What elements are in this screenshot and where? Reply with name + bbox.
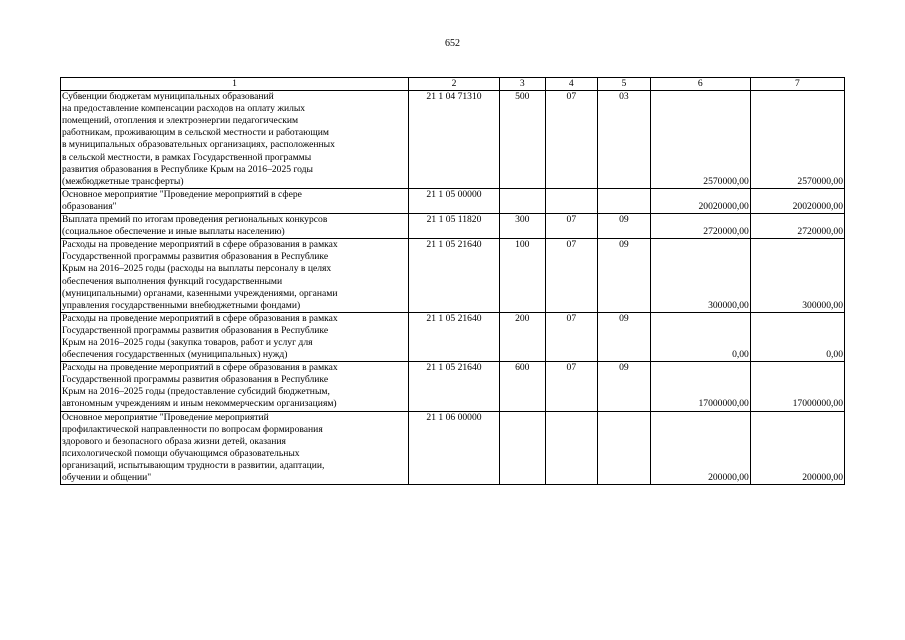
table-body	[61, 91, 845, 485]
header-cell-4: 4	[545, 78, 598, 91]
row-amount6-cell: 300000,00	[650, 239, 750, 313]
row-col3-cell: 100	[500, 239, 546, 313]
row-code-cell: 21 1 05 11820	[408, 214, 499, 239]
row-col5-cell: 03	[598, 91, 651, 189]
header-cell-5: 5	[598, 78, 651, 91]
row-name-cell: Расходы на проведение мероприятий в сфере образования в рамках Государственной программы развития образования в Республике Крым на 2016–2025 годы (расходы на выплаты персоналу в целях обеспечения выполнения функций государственными (муниципальными) органами, казенными учреждениями, органами управления государственными внебюджетными фондами)	[61, 239, 409, 313]
row-col4-cell: 07	[545, 312, 598, 361]
header-cell-2: 2	[408, 78, 499, 91]
row-col5-cell: 09	[598, 362, 651, 411]
table-header-row	[61, 78, 845, 91]
row-col5-cell	[598, 411, 651, 485]
row-code-cell: 21 1 05 21640	[408, 312, 499, 361]
row-amount7-cell: 17000000,00	[750, 362, 844, 411]
row-amount7-cell: 2570000,00	[750, 91, 844, 189]
row-name-cell: Основное мероприятие "Проведение мероприятий в сфере образования"	[61, 188, 409, 213]
row-code-cell: 21 1 05 21640	[408, 362, 499, 411]
header-cell-1: 1	[61, 78, 409, 91]
row-col4-cell: 07	[545, 362, 598, 411]
row-col5-cell: 09	[598, 312, 651, 361]
row-name-cell: Расходы на проведение мероприятий в сфере образования в рамках Государственной программы развития образования в Республике Крым на 2016–2025 годы (предоставление субсидий бюджетным, автономным учреждениям и иным некоммерческим организациям)	[61, 362, 409, 411]
row-code-cell: 21 1 05 00000	[408, 188, 499, 213]
row-col5-cell: 09	[598, 239, 651, 313]
row-amount7-cell: 300000,00	[750, 239, 844, 313]
page-number: 652	[445, 38, 460, 49]
row-name-cell: Расходы на проведение мероприятий в сфере образования в рамках Государственной программы развития образования в Республике Крым на 2016–2025 годы (закупка товаров, работ и услуг для обеспечения государственных (муниципальных) нужд)	[61, 312, 409, 361]
row-name-cell: Основное мероприятие "Проведение мероприятий профилактической направленности по вопросам формирования здорового и безопасного образа жизни детей, оказания психологической помощи обучающимся образовательных организаций, испытывающим трудности в развитии, адаптации, обучении и общении"	[61, 411, 409, 485]
row-col3-cell: 500	[500, 91, 546, 189]
row-col4-cell: 07	[545, 214, 598, 239]
table-row	[61, 91, 845, 189]
row-name-cell: Субвенции бюджетам муниципальных образований на предоставление компенсации расходов на оплату жилых помещений, отопления и электроэнергии педагогическим работникам, проживающим в сельской местности и работающим в муниципальных образовательных организациях, расположенных в сельской местности, в рамках Государственной программы развития образования в Республике Крым на 2016–2025 годы (межбюджетные трансферты)	[61, 91, 409, 189]
row-amount6-cell: 20020000,00	[650, 188, 750, 213]
row-code-cell: 21 1 04 71310	[408, 91, 499, 189]
row-col4-cell	[545, 188, 598, 213]
header-cell-7: 7	[750, 78, 844, 91]
row-col3-cell: 200	[500, 312, 546, 361]
row-amount7-cell: 0,00	[750, 312, 844, 361]
row-code-cell: 21 1 06 00000	[408, 411, 499, 485]
header-cell-6: 6	[650, 78, 750, 91]
table-row	[61, 362, 845, 411]
row-col3-cell	[500, 411, 546, 485]
row-col3-cell	[500, 188, 546, 213]
row-col3-cell: 300	[500, 214, 546, 239]
row-amount6-cell: 2720000,00	[650, 214, 750, 239]
row-col5-cell	[598, 188, 651, 213]
row-col4-cell: 07	[545, 239, 598, 313]
row-col5-cell: 09	[598, 214, 651, 239]
row-name-cell: Выплата премий по итогам проведения региональных конкурсов (социальное обеспечение и иные выплаты населению)	[61, 214, 409, 239]
table-row	[61, 411, 845, 485]
row-code-cell: 21 1 05 21640	[408, 239, 499, 313]
row-col3-cell: 600	[500, 362, 546, 411]
row-amount7-cell: 2720000,00	[750, 214, 844, 239]
table-row	[61, 214, 845, 239]
table-row	[61, 188, 845, 213]
table-row	[61, 312, 845, 361]
header-cell-3: 3	[500, 78, 546, 91]
row-amount6-cell: 2570000,00	[650, 91, 750, 189]
row-amount7-cell: 200000,00	[750, 411, 844, 485]
table-row	[61, 239, 845, 313]
budget-table	[60, 77, 845, 485]
row-amount6-cell: 0,00	[650, 312, 750, 361]
row-amount6-cell: 200000,00	[650, 411, 750, 485]
row-col4-cell: 07	[545, 91, 598, 189]
row-amount6-cell: 17000000,00	[650, 362, 750, 411]
row-amount7-cell: 20020000,00	[750, 188, 844, 213]
row-col4-cell	[545, 411, 598, 485]
